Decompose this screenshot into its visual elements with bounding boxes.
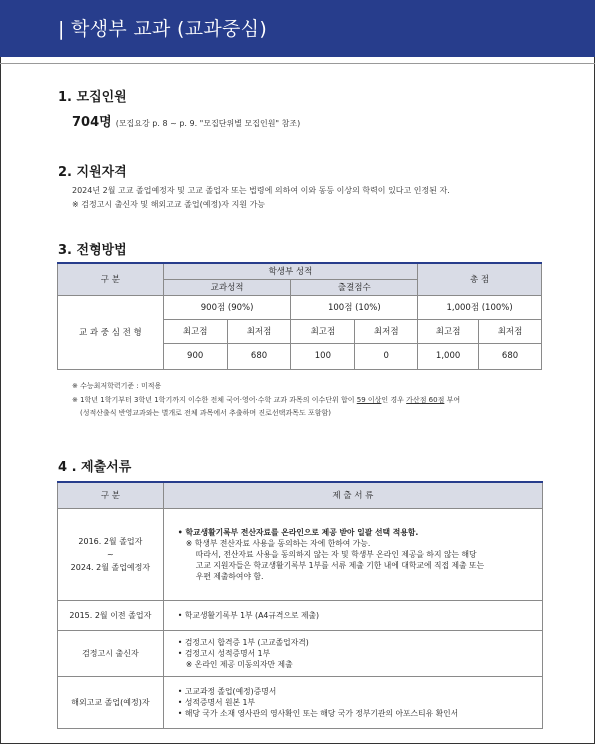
row-category-before-2015: 2015. 2월 이전 졸업자 xyxy=(58,600,164,630)
total-min: 680 xyxy=(479,343,542,369)
row-docs-overseas: • 고교과정 졸업(예정)증명서 • 성적증명서 원본 1부 • 해당 국가 소재 영사관의 영사확인 또는 해당 국가 정부기관의 아포스티유 확인서 xyxy=(163,676,542,728)
section-heading-recruitment: 1. 모집인원 xyxy=(58,90,127,105)
col-total: 총 점 xyxy=(418,263,542,295)
attendance-max: 100 xyxy=(291,343,355,369)
note-1: ※ 수능최저학력기준 : 미적용 xyxy=(72,382,162,390)
label-max: 최고점 xyxy=(418,319,479,343)
row-category-2016-2024: 2016. 2월 졸업자 ~ 2024. 2월 졸업예정자 xyxy=(58,508,164,600)
row-category-ged: 검정고시 출신자 xyxy=(58,630,164,676)
row-docs-before-2015: • 학교생활기록부 1부 (A4규격으로 제출) xyxy=(163,600,542,630)
label-max: 최고점 xyxy=(291,319,355,343)
row-docs-2016-2024: • 학교생활기록부 전산자료를 온라인으로 제공 받아 일괄 선택 적용함. ※ 학생부 전산자료 사용을 동의하는 자에 한하여 가능. 따라서, 전산자료 사용을 동의하지 않는 자 및 학생부 온라인 제공을 하지 않는 해당 고교 지원자들은 학교생활기록부 1부를 서류 제출 기한 내에 대학교에 직접 제출 또는 우편 제출하여야 함. xyxy=(163,508,542,600)
col-attendance: 출결점수 xyxy=(291,279,418,295)
qualification-line-1: 2024년 2월 고교 졸업예정자 및 고교 졸업자 또는 법령에 의하여 이와 동등 이상의 학력이 있다고 인정된 자. xyxy=(72,186,450,195)
grades-max: 900 xyxy=(163,343,227,369)
section-heading-qualification: 2. 지원자격 xyxy=(58,165,127,180)
documents-table xyxy=(57,481,543,729)
qualification-line-2: ※ 검정고시 출신자 및 해외고교 졸업(예정)자 지원 가능 xyxy=(72,200,266,209)
note-3: (성적산출식 반영교과와는 별개로 전체 과목에서 추출하며 진로선택과목도 포함함) xyxy=(80,409,331,417)
col-category: 구 분 xyxy=(58,263,164,295)
total-weight: 1,000점 (100%) xyxy=(418,295,542,319)
page-title: | 학생부 교과 (교과중심) xyxy=(58,18,268,40)
section-heading-method: 3. 전형방법 xyxy=(58,243,127,258)
row-category-overseas: 해외고교 졸업(예정)자 xyxy=(58,676,164,728)
method-table xyxy=(57,262,542,370)
row-type: 교 과 중 심 전 형 xyxy=(58,295,164,369)
attendance-min: 0 xyxy=(355,343,418,369)
col-category: 구 분 xyxy=(58,482,164,508)
col-grades: 교과성적 xyxy=(163,279,291,295)
col-documents: 제 출 서 류 xyxy=(163,482,542,508)
divider xyxy=(0,63,595,64)
section-heading-documents: 4 . 제출서류 xyxy=(58,460,132,475)
label-min: 최저점 xyxy=(227,319,291,343)
col-student-record: 학생부 성적 xyxy=(163,263,417,279)
recruitment-note: (모집요강 p. 8 ~ p. 9. "모집단위별 모집인원" 참조) xyxy=(115,119,301,128)
label-min: 최저점 xyxy=(479,319,542,343)
label-min: 최저점 xyxy=(355,319,418,343)
recruitment-count: 704명 xyxy=(72,115,112,130)
row-docs-ged: • 검정고시 합격증 1부 (고교졸업자격) • 검정고시 성적증명서 1부 ※ 온라인 제공 미동의자만 제출 xyxy=(163,630,542,676)
attendance-weight: 100점 (10%) xyxy=(291,295,418,319)
note-2: ※ 1학년 1학기부터 3학년 1학기까지 이수한 전체 국어·영어·수학 교과 과목의 이수단위 합이 59 이상인 경우 가산점 60점 부여 xyxy=(72,396,461,404)
grades-min: 680 xyxy=(227,343,291,369)
total-max: 1,000 xyxy=(418,343,479,369)
title-banner xyxy=(0,0,595,57)
label-max: 최고점 xyxy=(163,319,227,343)
grades-weight: 900점 (90%) xyxy=(163,295,291,319)
recruitment-line xyxy=(72,111,300,130)
